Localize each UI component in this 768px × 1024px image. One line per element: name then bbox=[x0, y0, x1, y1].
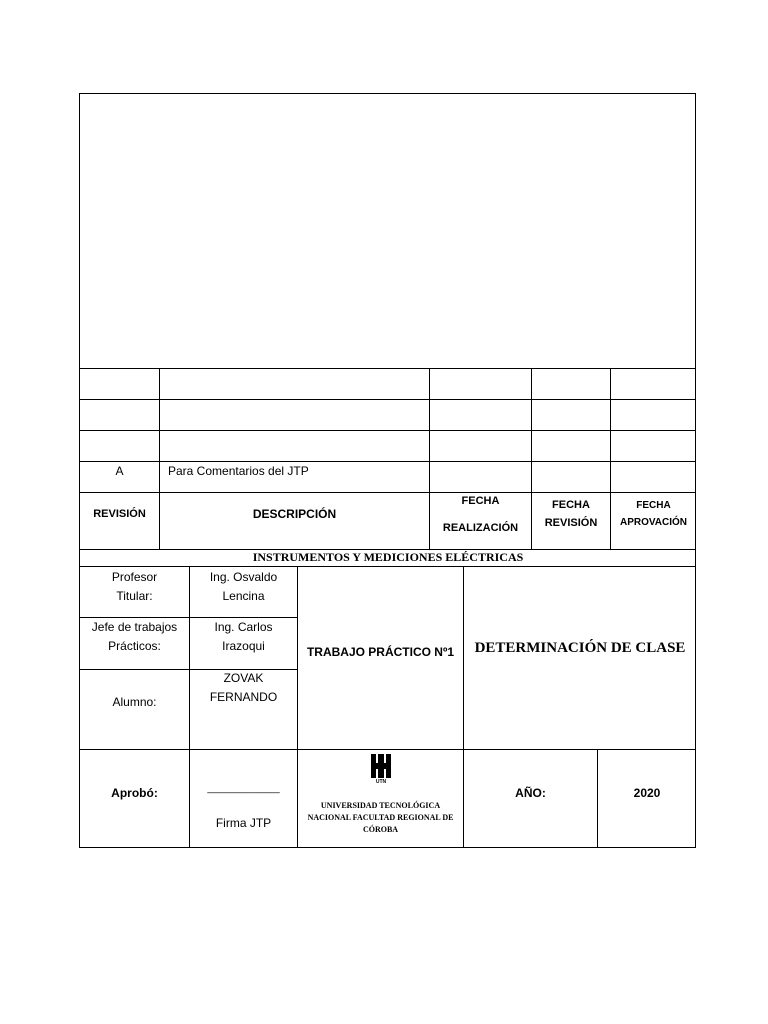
header-fecha-realizacion-2: REALIZACIÓN bbox=[442, 521, 519, 534]
rule bbox=[79, 749, 696, 750]
alumno-name-2: FERNANDO bbox=[209, 689, 278, 704]
alumno-label: Alumno: bbox=[112, 694, 157, 709]
aprobo-label: Aprobó: bbox=[111, 785, 158, 800]
header-fecha-aprovacion-1: FECHA bbox=[636, 500, 671, 511]
profesor-label-2: Titular: bbox=[116, 588, 153, 603]
subject-title: INSTRUMENTOS Y MEDICIONES ELÉCTRICAS bbox=[252, 550, 524, 564]
signature-line: _____________ bbox=[207, 783, 280, 794]
profesor-label-1: Profesor bbox=[111, 569, 158, 584]
jefe-label-2: Prácticos: bbox=[108, 638, 161, 653]
rule bbox=[189, 566, 190, 848]
header-fecha-aprovacion-2: APROVACIÓN bbox=[619, 517, 688, 528]
header-fecha-revision-2: REVISIÓN bbox=[544, 516, 598, 529]
rule bbox=[79, 430, 696, 431]
anio-value: 2020 bbox=[633, 785, 661, 800]
jefe-label-1: Jefe de trabajos bbox=[91, 619, 178, 634]
jefe-name-1: Ing. Carlos bbox=[214, 619, 273, 634]
university-line-2: NACIONAL FACULTAD REGIONAL DE bbox=[307, 813, 454, 822]
header-revision: REVISIÓN bbox=[93, 507, 146, 520]
utn-logo-text: UTN bbox=[375, 779, 387, 785]
jefe-name-2: Irazoqui bbox=[222, 638, 265, 653]
header-descripcion: DESCRIPCIÓN bbox=[252, 506, 337, 521]
profesor-name-2: Lencina bbox=[222, 588, 265, 603]
revision-a: A bbox=[115, 463, 124, 478]
rule bbox=[79, 399, 696, 400]
trabajo-practico: TRABAJO PRÁCTICO Nº1 bbox=[306, 644, 455, 659]
anio-label: AÑO: bbox=[515, 785, 546, 800]
utn-logo-icon bbox=[369, 754, 393, 786]
rule bbox=[463, 566, 464, 848]
rule bbox=[79, 368, 696, 369]
topic-title: DETERMINACIÓN DE CLASE bbox=[474, 639, 686, 656]
alumno-name-1: ZOVAK bbox=[223, 670, 264, 685]
header-fecha-revision-1: FECHA bbox=[552, 498, 590, 511]
university-line-3: CÓROBA bbox=[362, 825, 399, 834]
revision-a-description: Para Comentarios del JTP bbox=[168, 463, 309, 478]
profesor-name-1: Ing. Osvaldo bbox=[209, 569, 278, 584]
firma-label: Firma JTP bbox=[215, 815, 272, 830]
university-line-1: UNIVERSIDAD TECNOLÓGICA bbox=[320, 801, 441, 810]
header-fecha-realizacion-1: FECHA bbox=[461, 494, 500, 507]
